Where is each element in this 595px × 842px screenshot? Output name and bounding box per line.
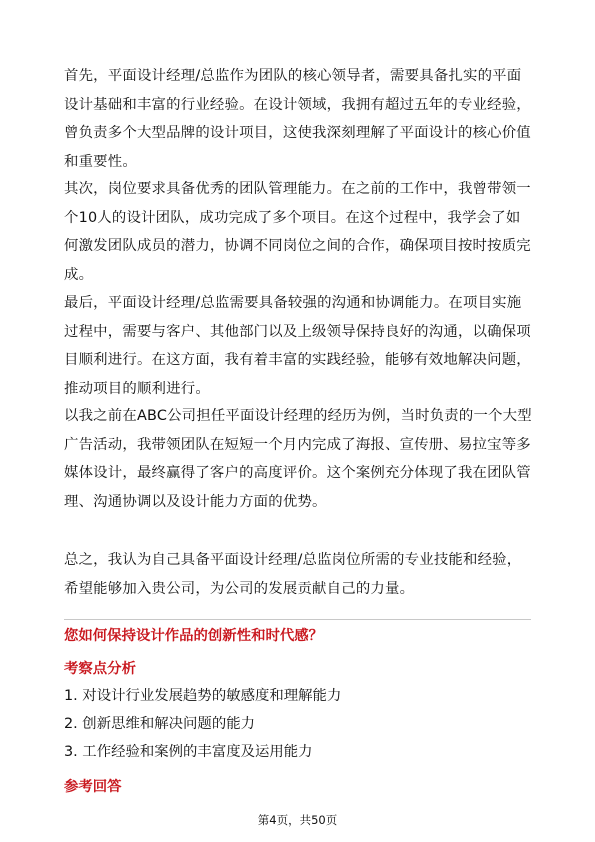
- answer-heading: 参考回答: [64, 779, 122, 795]
- paragraph-3: 最后，平面设计经理/总监需要具备较强的沟通和协调能力。在项目实施过程中，需要与客户、其他部门以及上级领导保持良好的沟通，以确保项目顺利进行。在这方面，我有着丰富的实践经验，能够有效地解决问题，推动项目的顺利进行。: [64, 295, 531, 397]
- paragraph-4: 以我之前在ABC公司担任平面设计经理的经历为例，当时负责的一个大型广告活动，我带领团队在短短一个月内完成了海报、宣传册、易拉宝等多媒体设计，最终赢得了客户的高度评价。这个案例充分体现了我在团队管理、沟通协调以及设计能力方面的优势。: [64, 408, 532, 510]
- analysis-point-2: 2. 创新思维和解决问题的能力: [64, 716, 255, 732]
- analysis-point-3: 3. 工作经验和案例的丰富度及运用能力: [64, 744, 313, 760]
- paragraph-1: 首先，平面设计经理/总监作为团队的核心领导者，需要具备扎实的平面设计基础和丰富的行业经验。在设计领域，我拥有超过五年的专业经验，曾负责多个大型品牌的设计项目，这使我深刻理解了平面设计的核心价值和重要性。: [64, 68, 531, 170]
- question-heading: 您如何保持设计作品的创新性和时代感？: [64, 628, 324, 644]
- section-divider: [64, 619, 531, 620]
- analysis-heading: 考察点分析: [64, 661, 136, 677]
- paragraph-2: 其次，岗位要求具备优秀的团队管理能力。在之前的工作中，我曾带领一个10人的设计团队，成功完成了多个项目。在这个过程中，我学会了如何激发团队成员的潜力，协调不同岗位之间的合作，确保项目按时按质完成。: [64, 181, 531, 283]
- page-footer: 第4页，共50页: [257, 813, 338, 827]
- paragraph-5: 总之，我认为自己具备平面设计经理/总监岗位所需的专业技能和经验，希望能够加入贵公司，为公司的发展贡献自己的力量。: [64, 552, 522, 597]
- analysis-point-1: 1. 对设计行业发展趋势的敏感度和理解能力: [64, 688, 342, 704]
